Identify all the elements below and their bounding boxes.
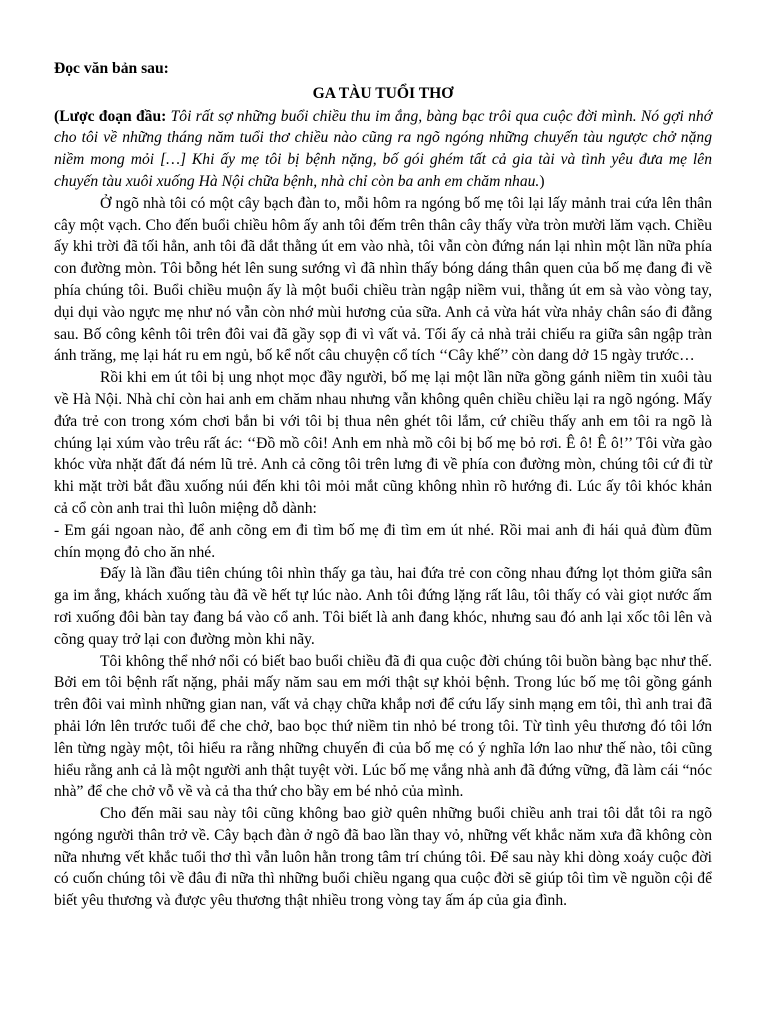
paragraph-3: Đấy là lần đầu tiên chúng tôi nhìn thấy ga tàu, hai đứa trẻ con cõng nhau đứng lọt thỏm giữa sân ga im ắng, khách xuống tàu đã về hết tự lúc nào. Anh tôi đứng lặng rất lâu, tôi thấy có vài giọt nước ấm rơi xuống đôi bàn tay đang bá vào cổ anh. Tôi biết là anh đang khóc, nhưng sau đó anh lại xốc tôi lên và cõng quay trở lại con đường mòn khi nãy. bbox=[54, 565, 712, 648]
document-page bbox=[54, 58, 712, 912]
dialogue-line: - Em gái ngoan nào, để anh cõng em đi tìm bố mẹ đi tìm em út nhé. Rồi mai anh đi hái quả đùm đũm chín mọng đỏ cho ăn nhé. bbox=[54, 521, 712, 561]
intro-close: ) bbox=[539, 172, 545, 190]
instruction-heading: Đọc văn bản sau: bbox=[54, 60, 169, 77]
intro-lead: (Lược đoạn đầu: bbox=[54, 107, 167, 125]
intro-body: Tôi rất sợ những buổi chiều thu im ắng, bàng bạc trôi qua cuộc đời mình. Nó gợi nhớ cho tôi về những tháng năm tuổi thơ chiều nào cũng ra ngõ ngóng những chuyến tàu ngược chở nặng niềm mong mỏi […] Khi ấy mẹ tôi bị bệnh nặng, bố gói ghém tất cả gia tài và tình yêu đưa mẹ lên chuyến tàu xuôi xuống Hà Nội chữa bệnh, nhà chỉ còn ba anh em chăm nhau. bbox=[54, 107, 713, 190]
intro-summary bbox=[54, 106, 712, 193]
story-title: GA TÀU TUỔI THƠ bbox=[312, 84, 454, 102]
paragraph-4: Tôi không thể nhớ nổi có biết bao buổi chiều đã đi qua cuộc đời chúng tôi buồn bàng bạc như thế. Bởi em tôi bệnh rất nặng, phải mấy năm sau em mới thật sự khỏi bệnh. Trong lúc bố mẹ tôi gồng gánh trên đôi vai mình những gian nan, vất vả chạy chữa khắp nơi để cứu lấy sinh mạng em tôi, thì anh trai đã phải lớn lên trước tuổi để che chở, bao bọc thứ niềm tin nhỏ bé trong tôi. Từ tình yêu thương đó tôi lớn lên từng ngày một, tôi hiểu ra rằng những chuyến đi của bố mẹ có ý nghĩa lớn lao như thế nào, tôi cũng hiểu rằng anh cả là một người anh thật tuyệt vời. Lúc bố mẹ vắng nhà anh đã đứng vững, đã làm cái “nóc nhà” để che chở vỗ về và cả tha thứ cho bầy em bé nhỏ của mình. bbox=[54, 652, 712, 801]
paragraph-2: Rồi khi em út tôi bị ung nhọt mọc đầy người, bố mẹ lại một lần nữa gồng gánh niềm tin xuôi tàu về Hà Nội. Nhà chỉ còn hai anh em chăm nhau nhưng vẫn không quên chiều chiều lại ra ngõ ngóng. Mấy đứa trẻ con trong xóm chơi bắn bi với tôi bị thua nên ghét tôi lắm, cứ chiều thấy anh em tôi ra ngõ là chúng lại xúm vào trêu rất ác: ‘‘Đồ mồ côi! Anh em nhà mồ côi bị bố mẹ bỏ rơi. Ê ô! Ê ô!’’ Tôi vừa gào khóc vừa nhặt đất đá ném lũ trẻ. Anh cả cõng tôi trên lưng đi về phía con đường mòn, chúng tôi cứ đi từ khi mặt trời bắt đầu xuống núi đến khi tôi mỏi mắt cũng không nhìn rõ hướng đi. Lúc ấy tôi khóc khản cả cổ còn anh trai thì luôn miệng dỗ dành: bbox=[54, 369, 712, 517]
paragraph-1: Ở ngõ nhà tôi có một cây bạch đàn to, mỗi hôm ra ngóng bố mẹ tôi lại lấy mảnh trai cứa lên thân cây một vạch. Cho đến buổi chiều hôm ấy anh tôi đếm trên thân cây thấy vừa tròn mười lăm vạch. Chiều ấy khi trời đã tối hẳn, anh tôi đã dắt thằng út em vào nhà, tôi vẫn còn đứng nán lại nhìn một lần nữa phía con đường mòn. Tôi bỗng hét lên sung sướng vì đã nhìn thấy bóng dáng thân quen của bố mẹ đang đi về phía chúng tôi. Buổi chiều muộn ấy là một buổi chiều tràn ngập niềm vui, thằng út em sà vào vòng tay, dụi dụi vào ngực mẹ như nó vẫn còn nhớ mùi hương của sữa. Anh cả vừa hát vừa nhảy chân sáo đi đằng sau. Bố công kênh tôi trên đôi vai đã gầy sọp đi vì vất vả. Tối ấy cả nhà trải chiếu ra giữa sân ngập tràn ánh trăng, mẹ lại hát ru em ngủ, bố kể nốt câu chuyện cổ tích ‘‘Cây khế’’ còn dang dở 15 ngày trước… bbox=[54, 194, 712, 365]
paragraph-5: Cho đến mãi sau này tôi cũng không bao giờ quên những buổi chiều anh trai tôi dắt tôi ra ngõ ngóng người thân trở về. Cây bạch đàn ở ngõ đã bao lần thay vỏ, những vết khắc năm xưa đã không còn nữa nhưng vết khắc tuổi thơ thì vẫn luôn hằn trong tâm trí chúng tôi. Để sau này khi dòng xoáy cuộc đời có cuốn chúng tôi về đâu đi nữa thì những buổi chiều ngang qua cuộc đời sẽ giúp tôi tìm về nguồn cội để biết yêu thương và được yêu thương thật nhiều trong vòng tay ấm áp của gia đình. bbox=[54, 805, 712, 910]
